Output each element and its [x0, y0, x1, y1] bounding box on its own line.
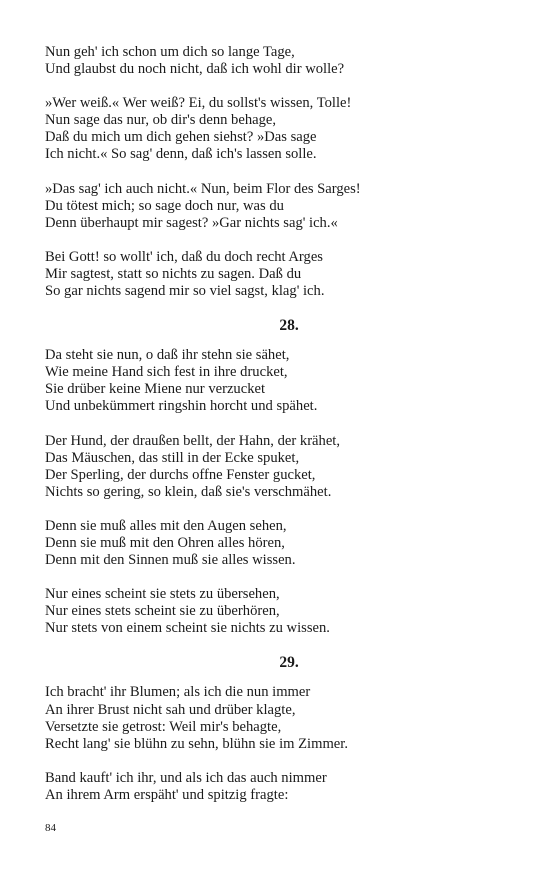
poem-number-heading: 29.	[279, 654, 299, 672]
verse-line: Nur eines stets scheint sie zu überhören,	[45, 603, 280, 620]
verse-line: Recht lang' sie blühn zu sehn, blühn sie im Zimmer.	[45, 735, 348, 752]
verse-line: Und glaubst du noch nicht, daß ich wohl dir wolle?	[45, 61, 345, 78]
verse-line: Ich bracht' ihr Blumen; als ich die nun immer	[45, 684, 311, 701]
verse-line: Nun sage das nur, ob dir's denn behage,	[45, 112, 277, 129]
verse-line: Ich nicht.« So sag' denn, daß ich's lassen solle.	[45, 146, 317, 163]
verse-line: Denn sie muß mit den Ohren alles hören,	[45, 534, 285, 551]
stanza	[45, 95, 515, 163]
stanza	[45, 684, 515, 752]
stanza	[45, 518, 515, 569]
verse-line: Sie drüber keine Miene nur verzucket	[45, 381, 266, 398]
verse-line: Nur eines scheint sie stets zu übersehen,	[45, 586, 280, 603]
verse-line: Wie meine Hand sich fest in ihre drucket,	[45, 364, 288, 381]
verse-line: An ihrer Brust nicht sah und drüber klagte,	[45, 701, 296, 718]
verse-line: Und unbekümmert ringshin horcht und spähet.	[45, 398, 318, 415]
stanza	[45, 181, 515, 232]
verse-line: Versetzte sie getrost: Weil mir's behagte,	[45, 718, 282, 735]
verse-line: Band kauft' ich ihr, und als ich das auch nimmer	[45, 769, 327, 786]
verse-line: An ihrem Arm erspäht' und spitzig fragte:	[45, 786, 289, 803]
stanza	[45, 433, 515, 501]
stanza	[45, 249, 515, 300]
verse-line: »Das sag' ich auch nicht.« Nun, beim Flor des Sarges!	[45, 180, 361, 197]
poem-page	[45, 44, 515, 821]
verse-line: Bei Gott! so wollt' ich, daß du doch recht Arges	[45, 248, 323, 265]
verse-line: »Wer weiß.« Wer weiß? Ei, du sollst's wissen, Tolle!	[45, 95, 352, 112]
verse-line: Nun geh' ich schon um dich so lange Tage,	[45, 44, 295, 60]
page-number: 84	[45, 822, 56, 834]
stanza	[45, 770, 515, 804]
verse-line: Nur stets von einem scheint sie nichts zu wissen.	[45, 620, 330, 637]
stanza	[45, 44, 515, 78]
stanza	[45, 586, 515, 637]
verse-line: Der Sperling, der durchs offne Fenster gucket,	[45, 466, 316, 483]
verse-line: Mir sagtest, statt so nichts zu sagen. Daß du	[45, 265, 302, 282]
verse-line: So gar nichts sagend mir so viel sagst, klag' ich.	[45, 283, 325, 300]
verse-line: Der Hund, der draußen bellt, der Hahn, der krähet,	[45, 432, 341, 449]
verse-line: Daß du mich um dich gehen siehst? »Das sage	[45, 129, 317, 146]
verse-line: Denn sie muß alles mit den Augen sehen,	[45, 517, 287, 534]
verse-line: Da steht sie nun, o daß ihr stehn sie sähet,	[45, 347, 290, 364]
verse-line: Denn mit den Sinnen muß sie alles wissen.	[45, 552, 296, 569]
verse-line: Du tötest mich; so sage doch nur, was du	[45, 197, 284, 214]
verse-line: Nichts so gering, so klein, daß sie's verschmähet.	[45, 483, 332, 500]
verse-line: Denn überhaupt mir sagest? »Gar nichts sag' ich.«	[45, 214, 338, 231]
poem-number-heading: 28.	[279, 317, 299, 335]
stanza	[45, 347, 515, 415]
verse-line: Das Mäuschen, das still in der Ecke spuket,	[45, 449, 300, 466]
